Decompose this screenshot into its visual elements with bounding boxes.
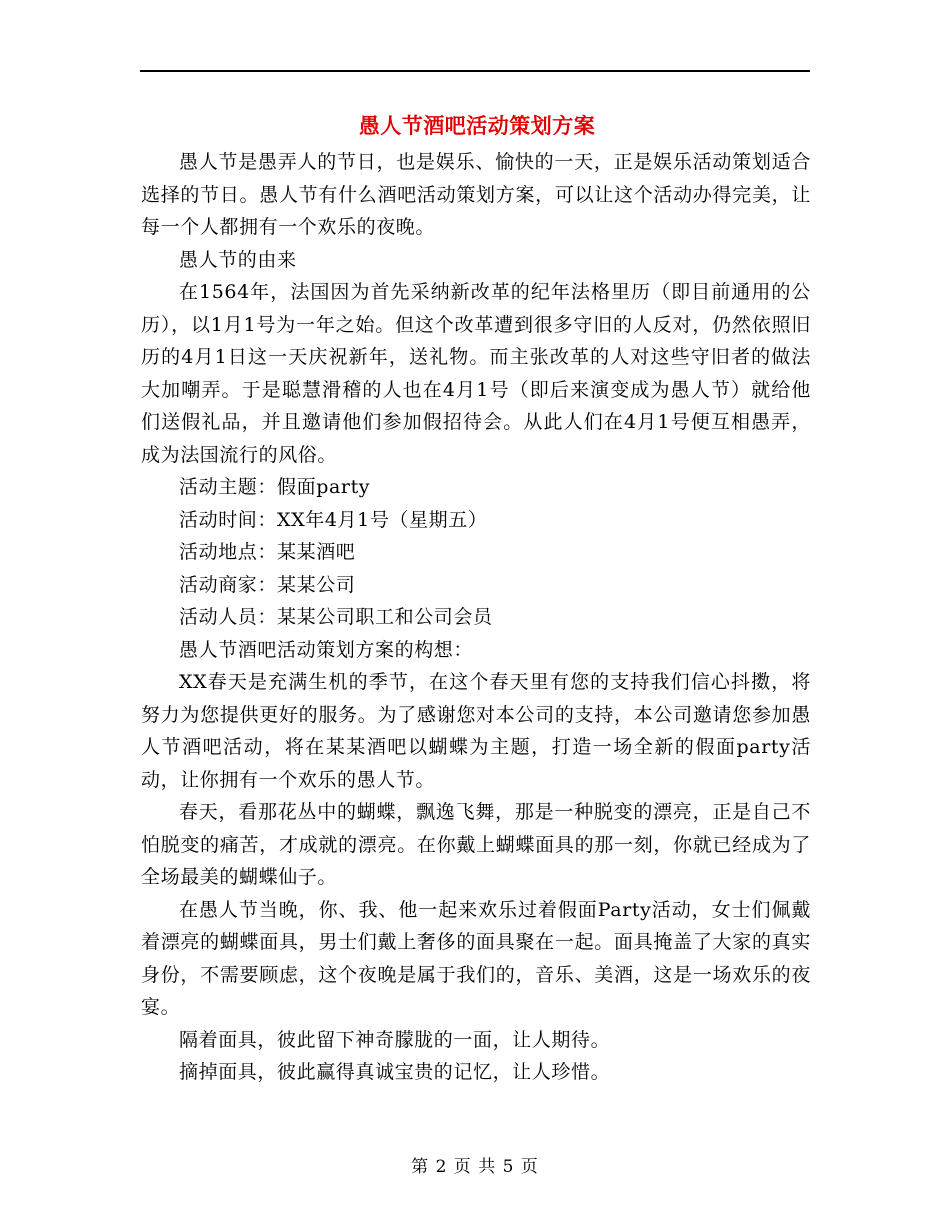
paragraph-concept-heading: 愚人节酒吧活动策划方案的构想： [179,638,474,661]
paragraph-butterfly: 春天，看那花丛中的蝴蝶，飘逸飞舞，那是一种脱变的漂亮，正是自己不怕脱变的痛苦，才成就的漂亮。在你戴上蝴蝶面具的那一刻，你就已经成为了全场最美的蝴蝶仙子。 [141,801,811,888]
header-rule [140,70,810,72]
paragraph-origin: 在1564年，法国因为首先采纳新改革的纪年法格里历（即目前通用的公历），以1月1号为一年之始。但这个改革遭到很多守旧的人反对，仍然依照旧历的4月1日这一天庆祝新年，送礼物。而主张改革的人对这些守旧者的做法大加嘲弄。于是聪慧滑稽的人也在4月1号（即后来演变成为愚人节）就给他们送假礼品，并且邀请他们参加假招待会。从此人们在4月1号便互相愚弄，成为法国流行的风俗。 [141,281,811,466]
paragraph-location: 活动地点：某某酒吧 [179,541,356,563]
paragraph-origin-heading: 愚人节的由来 [179,248,297,271]
paragraph-time: 活动时间：XX年4月1号（星期五） [179,508,488,531]
paragraph-evening: 在愚人节当晚，你、我、他一起来欢乐过着假面Party活动，女士们佩戴着漂亮的蝴蝶面具，男士们戴上奢侈的面具聚在一起。面具掩盖了大家的真实身份，不需要顾虑，这个夜晚是属于我们的，音乐、美酒，这是一场欢乐的夜宴。 [141,898,811,1018]
document-title: 愚人节酒吧活动策划方案 [358,113,596,138]
paragraph-merchant: 活动商家：某某公司 [179,573,356,596]
page-number-footer: 第 2 页 共 5 页 [411,1157,539,1177]
paragraph-intro: 愚人节是愚弄人的节日，也是娱乐、愉快的一天，正是娱乐活动策划适合选择的节日。愚人节有什么酒吧活动策划方案，可以让这个活动办得完美，让每一个人都拥有一个欢乐的夜晚。 [141,151,811,238]
paragraph-concept: XX春天是充满生机的季节，在这个春天里有您的支持我们信心抖擞，将努力为您提供更好的服务。为了感谢您对本公司的支持，本公司邀请您参加愚人节酒吧活动，将在某某酒吧以蝴蝶为主题，打造一场全新的假面party活动，让你拥有一个欢乐的愚人节。 [141,671,811,791]
paragraph-theme: 活动主题：假面party [179,476,371,498]
document-body [141,106,811,1089]
paragraph-mask-off: 摘掉面具，彼此赢得真诚宝贵的记忆，让人珍惜。 [179,1061,611,1083]
paragraph-participants: 活动人员：某某公司职工和公司会员 [179,606,493,628]
paragraph-mask-on: 隔着面具，彼此留下神奇朦胧的一面，让人期待。 [179,1028,611,1051]
